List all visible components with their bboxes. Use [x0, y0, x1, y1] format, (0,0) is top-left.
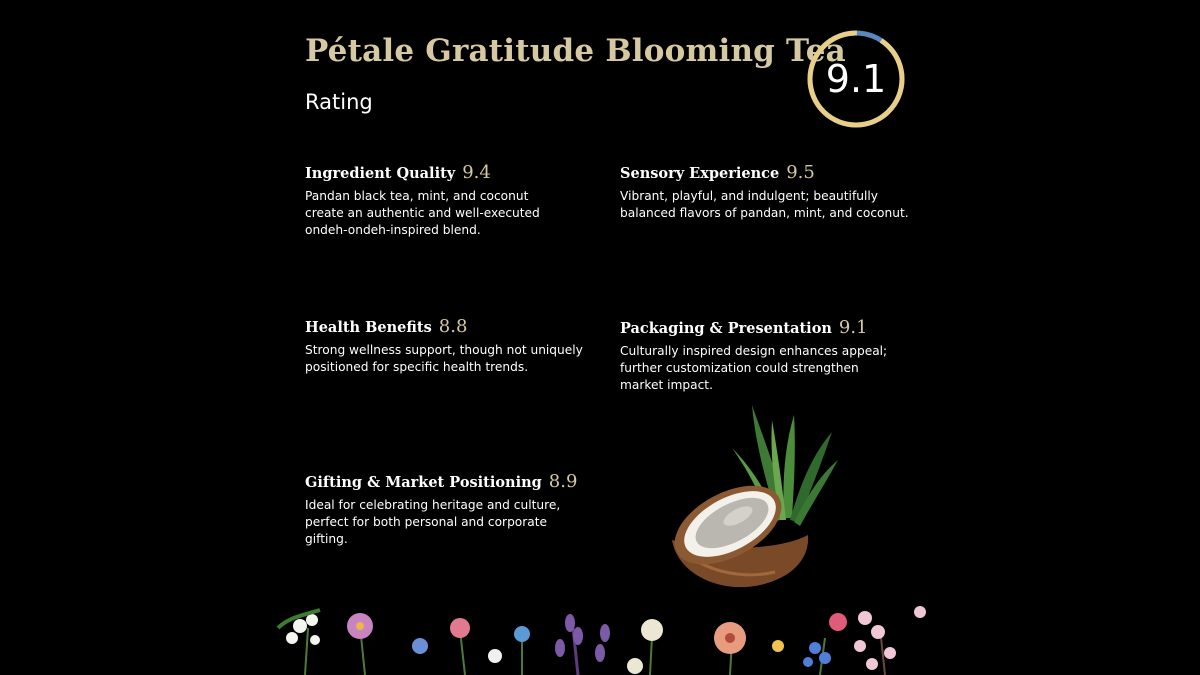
criterion-name: Health Benefits	[305, 319, 432, 336]
criterion-description: Ideal for celebrating heritage and culture, perfect for both personal and corporate gifting.	[305, 498, 561, 546]
page-title: Pétale Gratitude Blooming Tea	[305, 33, 846, 69]
criterion-ingredient-quality	[305, 162, 570, 239]
blue-flower-icon	[514, 626, 530, 642]
coconut-pandan-illustration	[660, 400, 850, 595]
white-daisy-icon	[641, 619, 663, 641]
criterion-description: Pandan black tea, mint, and coconut create an authentic and well-executed ondeh-ondeh-inspired blend.	[305, 189, 540, 237]
cherry-blossom-icon	[854, 606, 926, 670]
criterion-name: Sensory Experience	[620, 165, 780, 182]
criterion-score: 8.9	[548, 471, 578, 492]
criterion-score: 8.8	[438, 316, 468, 337]
wildflower-border-illustration	[260, 598, 940, 675]
forget-me-not-icon	[803, 642, 831, 667]
yellow-flower-icon	[772, 640, 784, 652]
white-flower-icon	[488, 649, 502, 663]
criterion-score: 9.1	[838, 317, 868, 338]
criterion-health-benefits	[305, 316, 590, 376]
criterion-score: 9.4	[462, 162, 491, 183]
criterion-gifting-market-positioning	[305, 471, 590, 548]
overall-score: 9.1	[825, 57, 887, 101]
stems	[305, 618, 885, 675]
white-daisy-icon	[627, 658, 643, 674]
lavender-icon	[555, 614, 610, 662]
blue-flower-icon	[412, 638, 428, 654]
criterion-description: Strong wellness support, though not uniquely positioned for specific health trends.	[305, 343, 583, 374]
criterion-name: Gifting & Market Positioning	[305, 474, 542, 491]
criterion-name: Ingredient Quality	[305, 165, 456, 182]
criterion-sensory-experience	[620, 162, 910, 222]
criterion-description: Culturally inspired design enhances appeal; further customization could strengthen market impact.	[620, 344, 888, 392]
criterion-description: Vibrant, playful, and indulgent; beautifully balanced flavors of pandan, mint, and coconut.	[620, 189, 909, 220]
criterion-score: 9.5	[786, 162, 815, 183]
red-flower-icon	[829, 613, 847, 631]
page-subtitle: Rating	[305, 90, 373, 114]
pink-rose-icon	[450, 618, 470, 638]
overall-rating-badge	[806, 29, 906, 129]
criterion-name: Packaging & Presentation	[620, 320, 832, 337]
criterion-packaging-presentation	[620, 317, 890, 394]
